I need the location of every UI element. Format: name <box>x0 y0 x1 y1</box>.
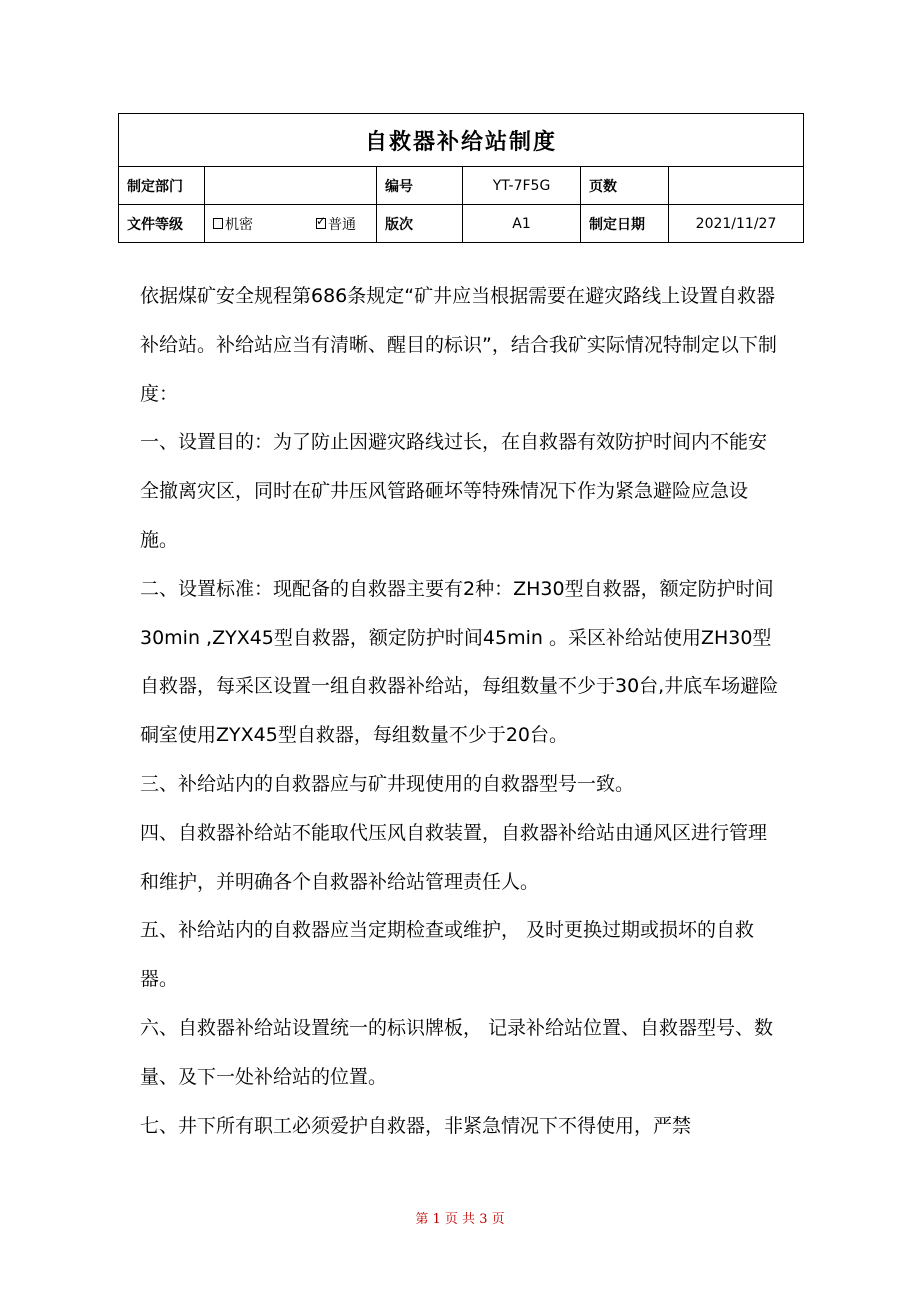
level-options <box>205 205 377 243</box>
number-label: 编号 <box>377 167 463 205</box>
clause-7-paragraph: 七、井下所有职工必须爱护自救器，非紧急情况下不得使用，严禁 <box>140 1114 692 1137</box>
document-header-table <box>118 113 804 243</box>
header-row-2 <box>119 205 804 243</box>
title-row <box>119 114 804 167</box>
date-label: 制定日期 <box>581 205 669 243</box>
page-number-footer: 第 1 页 共 3 页 <box>415 1212 505 1227</box>
checked-box-icon <box>316 214 327 229</box>
intro-paragraph: 依据煤矿安全规程第686条规定“矿井应当根据需要在避灾路线上设置自救器补给站。补给站应当有清晰、醒目的标识”，结合我矿实际情况特制定以下制度： <box>140 285 777 405</box>
dept-value <box>205 167 377 205</box>
dept-label: 制定部门 <box>119 167 205 205</box>
clause-6-paragraph: 六、自救器补给站设置统一的标识牌板， 记录补给站位置、自救器型号、数量、及下一处补给站的位置。 <box>140 1016 774 1088</box>
document-body <box>140 272 780 1150</box>
version-label: 版次 <box>377 205 463 243</box>
level-normal-option <box>316 214 356 234</box>
level-secret-label: 机密 <box>225 216 253 233</box>
number-value: YT-7F5G <box>463 167 581 205</box>
version-value: A1 <box>463 205 581 243</box>
pages-label: 页数 <box>581 167 669 205</box>
unchecked-box-icon <box>213 218 223 229</box>
level-label: 文件等级 <box>119 205 205 243</box>
clause-4-paragraph: 四、自救器补给站不能取代压风自救装置，自救器补给站由通风区进行管理和维护，并明确各个自救器补给站管理责任人。 <box>140 821 768 893</box>
document-title: 自救器补给站制度 <box>119 114 804 167</box>
checkmark-icon: ✓ <box>316 214 327 228</box>
header-row-1 <box>119 167 804 205</box>
clause-2-paragraph: 二、设置标准：现配备的自救器主要有2种：ZH30型自救器，额定防护时间30min ,ZYX45型自救器，额定防护时间45min 。采区补给站使用ZH30型自救器，每采区设置一组自救器补给站，每组数量不少于30台,井底车场避险硐室使用ZYX45型自救器，每组数量不少于20台。 <box>140 577 779 747</box>
clause-5-paragraph: 五、补给站内的自救器应当定期检查或维护， 及时更换过期或损坏的自救器。 <box>140 919 755 991</box>
clause-3-paragraph: 三、补给站内的自救器应与矿井现使用的自救器型号一致。 <box>140 772 635 795</box>
date-value: 2021/11/27 <box>669 205 804 243</box>
level-secret-option <box>213 214 253 234</box>
clause-1-paragraph: 一、设置目的：为了防止因避灾路线过长，在自救器有效防护时间内不能安全撤离灾区，同时在矿井压风管路砸坏等特殊情况下作为紧急避险应急设施。 <box>140 431 768 551</box>
pages-value <box>669 167 804 205</box>
level-normal-label: 普通 <box>328 216 356 233</box>
